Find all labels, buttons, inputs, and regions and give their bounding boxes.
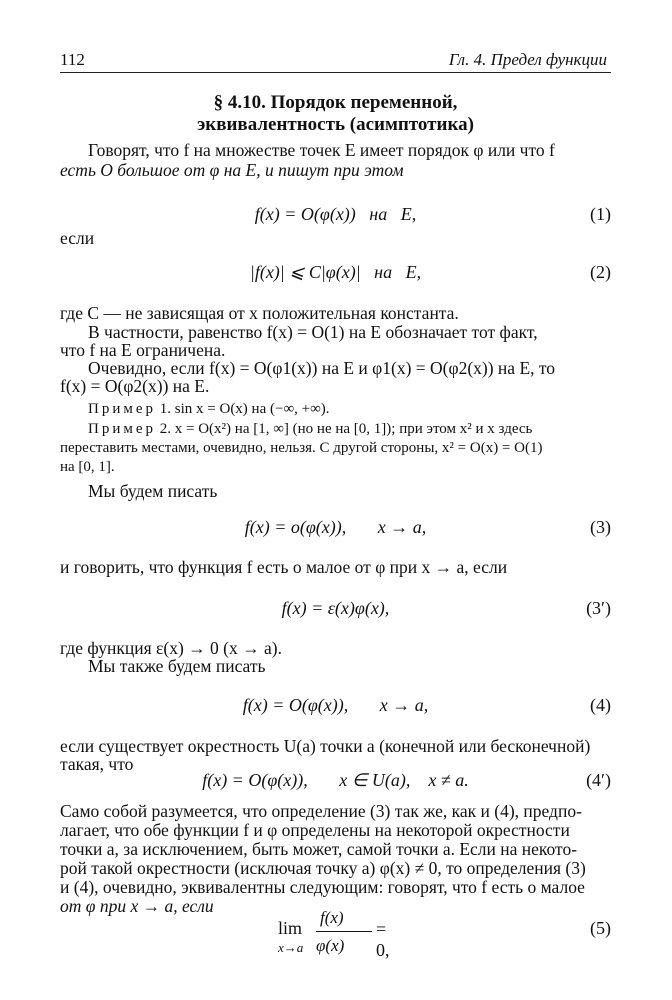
paragraph-10-line3: точки a, за исключением, быть может, самой точки a. Если на некото-	[60, 839, 578, 859]
paragraph-4-line1: Очевидно, если f(x) = O(φ1(x)) на E и φ1(x) = O(φ2(x)) на E, то	[88, 358, 556, 378]
running-title: Гл. 4. Предел функции	[448, 50, 607, 69]
equation-3-number: (3)	[590, 517, 611, 537]
paragraph-9-line2: такая, что	[60, 754, 134, 774]
paragraph-10-line2: лагает, что обе функции f и φ определены на некоторой окрестности	[60, 820, 570, 840]
equation-2-number: (2)	[590, 262, 611, 282]
example-1-text: 1. sin x = O(x) на (−∞, +∞).	[159, 401, 330, 417]
example-2-line2: переставить местами, очевидно, нельзя. С другой стороны, x² = O(x) = O(1)	[60, 440, 543, 456]
paragraph-10-line5: и (4), очевидно, эквивалентны следующим: говорят, что f есть o малое	[60, 877, 585, 897]
example-2-line1	[88, 419, 611, 439]
equation-2	[60, 262, 611, 288]
paragraph-6: и говорить, что функция f есть o малое от φ при x → a, если	[60, 557, 508, 577]
page-number: 112	[60, 50, 85, 69]
equation-4-body: f(x) = O(φ(x)), x → a,	[242, 695, 429, 715]
equation-5-number-row	[60, 918, 611, 944]
section-title-line2: эквивалентность (асимптотика)	[197, 114, 474, 135]
paragraph-3-line1: В частности, равенство f(x) = O(1) на E обозначает тот факт,	[88, 322, 538, 342]
equation-4-prime-body: f(x) = O(φ(x)), x ∈ U(a), x ≠ a.	[202, 770, 469, 790]
equation-4-number: (4)	[590, 695, 611, 715]
paragraph-7: где функция ε(x) → 0 (x → a).	[60, 638, 282, 658]
paragraph-10-line6: от φ при x → a, если	[60, 896, 214, 916]
paragraph-10-line4: рой такой окрестности (исключая точку a) φ(x) ≠ 0, то определения (3)	[60, 858, 586, 878]
equation-3-body: f(x) = o(φ(x)), x → a,	[244, 517, 427, 537]
equation-4	[60, 695, 611, 721]
equation-4-prime-number: (4′)	[586, 770, 611, 790]
equation-1	[60, 204, 611, 230]
equation-1-body: f(x) = O(φ(x)) на E,	[254, 204, 417, 224]
equation-2-body: |f(x)| ⩽ C|φ(x)| на E,	[249, 262, 422, 282]
section-title-line1: § 4.10. Порядок переменной,	[213, 92, 458, 113]
paragraph-1-line1: Говорят, что f на множестве точек E имеет порядок φ или что f	[88, 140, 555, 160]
limit-subscript: x→a	[278, 940, 304, 955]
paragraph-8: Мы также будем писать	[88, 656, 266, 676]
paragraph-3-line2: что f на E ограничена.	[60, 340, 226, 360]
example-1	[88, 399, 611, 419]
text-esli: если	[60, 228, 95, 248]
equation-4-prime	[60, 770, 611, 796]
fraction-denominator: φ(x)	[316, 936, 345, 955]
equation-5-rhs: = 0,	[376, 919, 390, 960]
paragraph-4-line2: f(x) = O(φ2(x)) на E.	[60, 376, 210, 396]
fraction-numerator: f(x)	[320, 908, 344, 927]
paragraph-2: где C — не зависящая от x положительная константа.	[60, 303, 459, 323]
equation-5-number: (5)	[590, 918, 611, 938]
example-2-line3: на [0, 1].	[60, 459, 115, 475]
equation-3	[60, 517, 611, 543]
example-2-text: 2. x = O(x²) на [1, ∞] (но не на [0, 1]); при этом x² и x здесь	[159, 421, 533, 437]
paragraph-1-line2: есть O большое от φ на E, и пишут при этом	[60, 160, 404, 180]
equation-3-prime	[60, 598, 611, 624]
equation-1-number: (1)	[590, 204, 611, 224]
paragraph-5: Мы будем писать	[88, 481, 218, 501]
equation-3-prime-number: (3′)	[586, 598, 611, 618]
example-2-label: Пример	[88, 421, 157, 437]
paragraph-10-line1: Само собой разумеется, что определение (3) так же, как и (4), предпо-	[60, 801, 582, 821]
example-1-label: Пример	[88, 401, 157, 417]
paragraph-9-line1: если существует окрестность U(a) точки a (конечной или бесконечной)	[60, 736, 591, 756]
page-header	[60, 50, 611, 73]
limit-operator: lim	[278, 918, 303, 938]
equation-3-prime-body: f(x) = ε(x)φ(x),	[281, 598, 390, 618]
